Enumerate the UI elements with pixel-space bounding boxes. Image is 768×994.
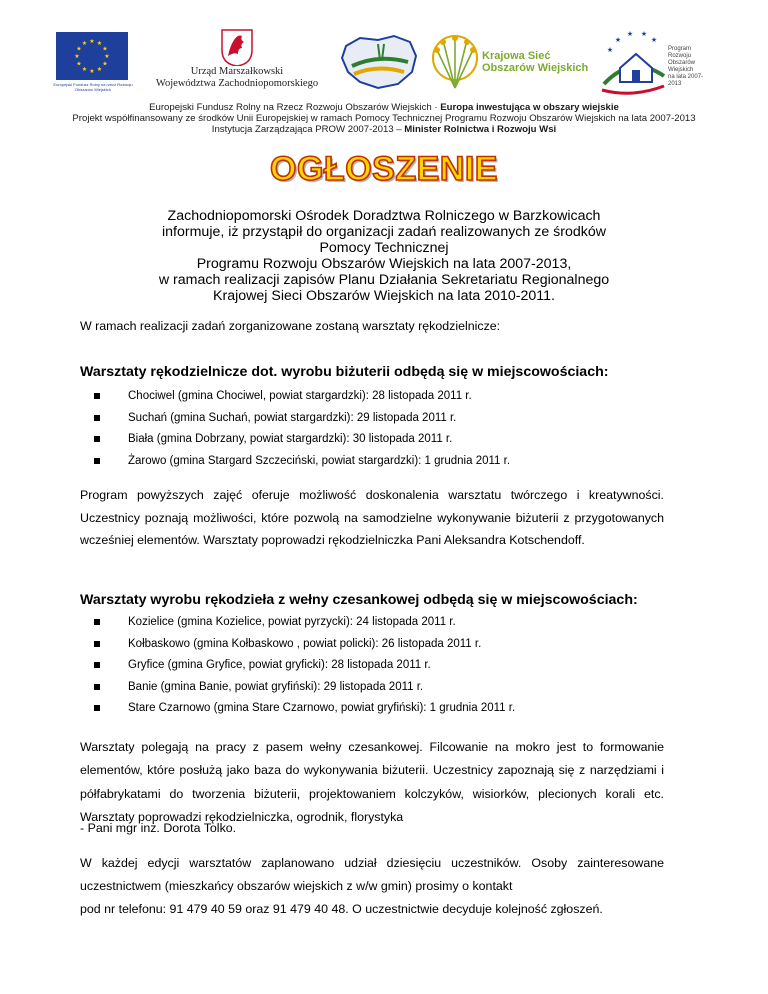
svg-text:★: ★ [626,30,634,38]
funding-line-3: Instytucja Zarządzająca PROW 2007-2013 – Minister Rolnictwa i Rozwoju Wsi [211,124,557,135]
svg-text:★: ★ [76,45,82,53]
list-item: Stare Czarnowo (gmina Stare Czarnowo, powiat gryfiński): 1 grudnia 2011 r. [80,700,664,722]
prow-text-line2: Rozwoju [668,53,692,59]
funding-line-2: Projekt współfinansowany ze środków Unii Europejskiej w ramach Pomocy Technicznej Programu Rozwoju Obszarów Wiejskich na lata 2007-2013 [72,113,696,124]
prow-text-line1: Program [668,46,692,52]
prow-text-line5: na lata 2007-2013 [668,74,704,87]
house-stars-icon [596,24,668,100]
section1-description: Program powyższych zajęć oferuje możliwość doskonalenia warsztatu twórczego i kreatywności. Uczestnicy poznają możliwości, które pozwolą na samodzielne wykonywanie biżuterii z przygotowanych wcześniej elementów. Warsztaty poprowadzi rękodzielniczka Pani Aleksandra Kotschendoff. [80,488,664,547]
svg-text:★: ★ [74,53,80,60]
svg-text:★: ★ [614,36,622,44]
prow-text-line3: Obszarów [668,60,696,66]
list-item: Chociwel (gmina Chociwel, powiat stargardzki): 28 listopada 2011 r. [80,388,664,410]
list-item: Kołbaskowo (gmina Kołbaskowo , powiat policki): 26 listopada 2011 r. [80,636,664,658]
svg-text:★: ★ [76,60,82,68]
funding-line-1: Europejski Fundusz Rolny na Rzecz Rozwoju Obszarów Wiejskich · Europa inwestująca w obszary wiejskie [149,102,619,113]
logo-strip [0,18,768,98]
section1-locations [80,388,664,474]
svg-text:★: ★ [606,46,614,54]
um-caption-line2: Województwa Zachodniopomorskiego [155,78,319,89]
prow-logo [596,24,716,100]
section2-description: Warsztaty polegają na pracy z pasem wełny czesankowej. Filcowanie na mokro jest to formowanie elementów, które posłużą jako baza do wykonywania biżuterii. Uczestnicy zapoznają się z narzędziami i półfabrykatami do tworzenia biżuterii, projektowaniem kolczyków, wisiorków, plecionych korali etc. Warsztaty poprowadzi rękodzielniczka, ogrodnik, florystyka [80,740,664,825]
intro-block [0,208,768,304]
section2-heading: Warsztaty wyrobu rękodzieła z wełny czesankowej odbędą się w miejscowościach: [80,592,638,608]
svg-text:★: ★ [81,66,88,73]
eu-flag-logo [56,32,128,80]
griffin-crest-icon [152,28,322,66]
list-item: Biała (gmina Dobrzany, powiat stargardzki): 30 listopada 2011 r. [80,431,664,453]
list-item: Kozielice (gmina Kozielice, powiat pyrzycki): 24 listopada 2011 r. [80,614,664,636]
svg-text:★: ★ [96,66,103,73]
svg-text:★: ★ [104,53,110,60]
ksow-text-line2: Obszarów Wiejskich [482,62,589,74]
ksow-text-line1: Krajowa Sieć [482,50,551,62]
list-item: Banie (gmina Banie, powiat gryfiński): 29 listopada 2011 r. [80,679,664,701]
list-item: Gryfice (gmina Gryfice, powiat gryficki): 28 listopada 2011 r. [80,657,664,679]
region-map-logo [338,32,422,92]
contact-line: pod nr telefonu: 91 479 40 59 oraz 91 479 40 48. O uczestnictwie decyduje kolejność zgłoszeń. [80,902,603,916]
prow-text-line4: Wiejskich [668,67,694,73]
wheat-sheaf-icon [430,26,480,98]
closing-paragraph: W każdej edycji warsztatów zaplanowano udział dziesięciu uczestników. Osoby zainteresowane uczestnictwem (mieszkańcy obszarów wiejskich z w/w gmin) prosimy o kontakt [80,856,664,893]
intro-line: Programu Rozwoju Obszarów Wiejskich na lata 2007-2013, [196,256,572,272]
svg-text:★: ★ [102,45,108,53]
funding-statement [0,102,768,135]
intro-line: Pomocy Technicznej [319,240,449,256]
lead-paragraph: W ramach realizacji zadań zorganizowane zostaną warsztaty rękodzielnicze: [80,319,501,333]
page-title: OGŁOSZENIE [270,150,498,188]
eu-caption: Europejski Fundusz Rolny na rzecz Rozwoju Obszarów Wiejskich [53,82,133,92]
urzad-marszalkowski-logo [152,28,322,98]
svg-text:★: ★ [89,38,95,45]
intro-line: informuje, iż przystąpił do organizacji zadań realizowanych ze środków [162,224,606,240]
section2-locations [80,614,664,722]
svg-text:★: ★ [102,60,108,68]
intro-line: Zachodniopomorski Ośrodek Doradztwa Rolniczego w Barzkowicach [167,208,601,224]
section1-heading: Warsztaty rękodzielnicze dot. wyrobu biżuterii odbędą się w miejscowościach: [80,364,609,380]
list-item: Suchań (gmina Suchań, powiat stargardzki): 29 listopada 2011 r. [80,410,664,432]
section2-instructor: - Pani mgr inż. Dorota Tolko. [80,821,237,835]
ksow-logo [430,26,600,98]
svg-text:★: ★ [96,40,103,47]
svg-text:★: ★ [640,30,648,38]
svg-text:★: ★ [650,36,658,44]
um-caption-line1: Urząd Marszałkowski [190,66,284,77]
list-item: Żarowo (gmina Stargard Szczeciński, powiat stargardzki): 1 grudnia 2011 r. [80,453,664,475]
svg-text:★: ★ [81,40,88,47]
intro-line: Krajowej Sieci Obszarów Wiejskich na lata 2010-2011. [213,288,555,304]
intro-line: w ramach realizacji zapisów Planu Działania Sekretariatu Regionalnego [158,272,610,288]
svg-text:★: ★ [89,68,95,75]
